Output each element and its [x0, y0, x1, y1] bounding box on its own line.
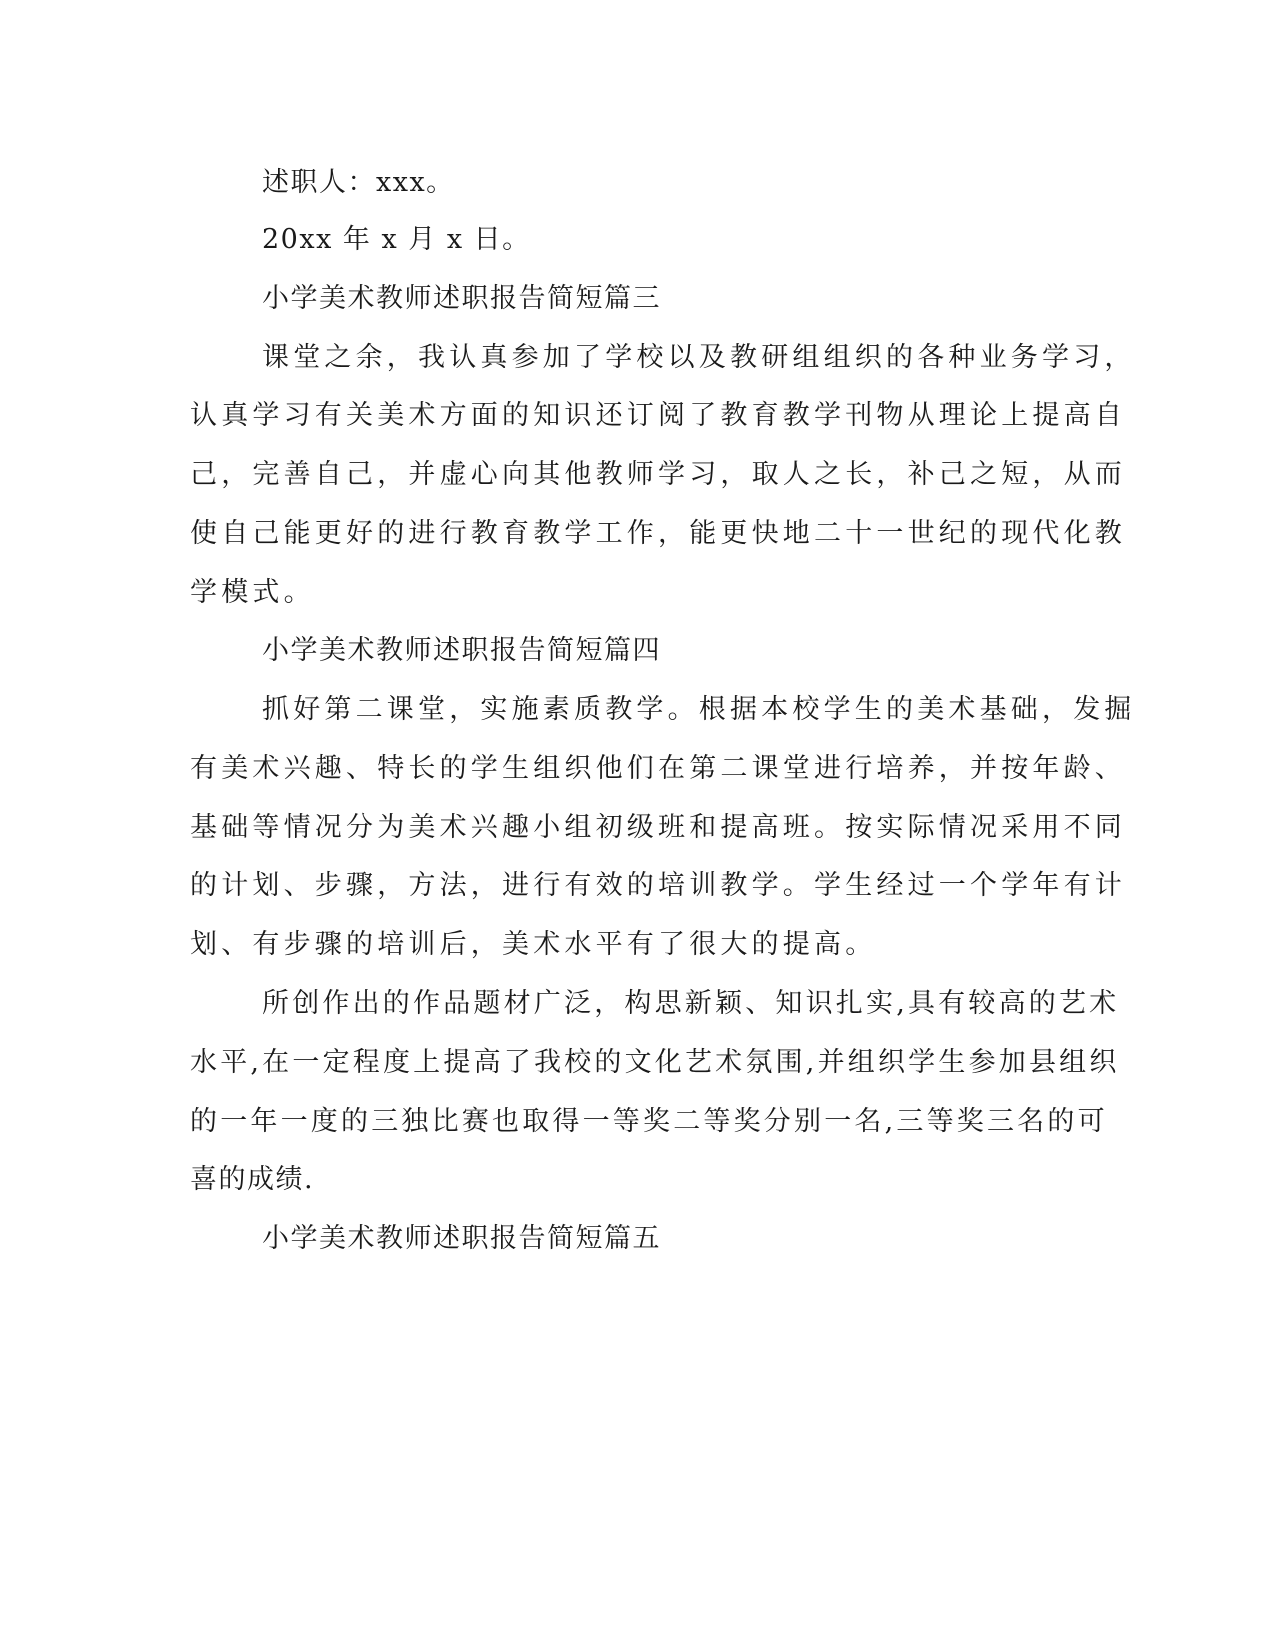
paragraph-4a-line-2: 有美术兴趣、特长的学生组织他们在第二课堂进行培养，并按年龄、 — [190, 753, 1126, 784]
section-heading-3: 小学美术教师述职报告简短篇三 — [262, 283, 661, 314]
paragraph-3-line-3: 己，完善自己，并虚心向其他教师学习，取人之长，补己之短，从而 — [190, 459, 1126, 490]
paragraph-4b-line-4: 喜的成绩. — [190, 1164, 315, 1195]
paragraph-4a-line-3: 基础等情况分为美术兴趣小组初级班和提高班。按实际情况采用不同 — [190, 812, 1126, 843]
paragraph-4b-line-1: 所创作出的作品题材广泛，构思新颖、知识扎实,具有较高的艺术 — [262, 988, 1120, 1019]
paragraph-4a-line-4: 的计划、步骤，方法，进行有效的培训教学。学生经过一个学年有计 — [190, 870, 1126, 901]
date-line: 20xx 年 x 月 x 日。 — [262, 224, 531, 255]
paragraph-3-line-2: 认真学习有关美术方面的知识还订阅了教育教学刊物从理论上提高自 — [190, 400, 1126, 431]
signature-line: 述职人：xxx。 — [262, 167, 455, 198]
paragraph-3-line-5: 学模式。 — [190, 577, 315, 608]
paragraph-4a-line-5: 划、有步骤的培训后，美术水平有了很大的提高。 — [190, 929, 877, 960]
section-heading-4: 小学美术教师述职报告简短篇四 — [262, 635, 661, 666]
paragraph-3-line-1: 课堂之余，我认真参加了学校以及教研组组织的各种业务学习， — [262, 342, 1136, 373]
paragraph-4b-line-3: 的一年一度的三独比赛也取得一等奖二等奖分别一名,三等奖三名的可 — [190, 1106, 1108, 1137]
paragraph-3-line-4: 使自己能更好的进行教育教学工作，能更快地二十一世纪的现代化教 — [190, 518, 1126, 549]
paragraph-4b-line-2: 水平,在一定程度上提高了我校的文化艺术氛围,并组织学生参加县组织 — [190, 1047, 1120, 1078]
paragraph-4a-line-1: 抓好第二课堂，实施素质教学。根据本校学生的美术基础，发掘 — [262, 694, 1136, 725]
section-heading-5: 小学美术教师述职报告简短篇五 — [262, 1223, 661, 1254]
